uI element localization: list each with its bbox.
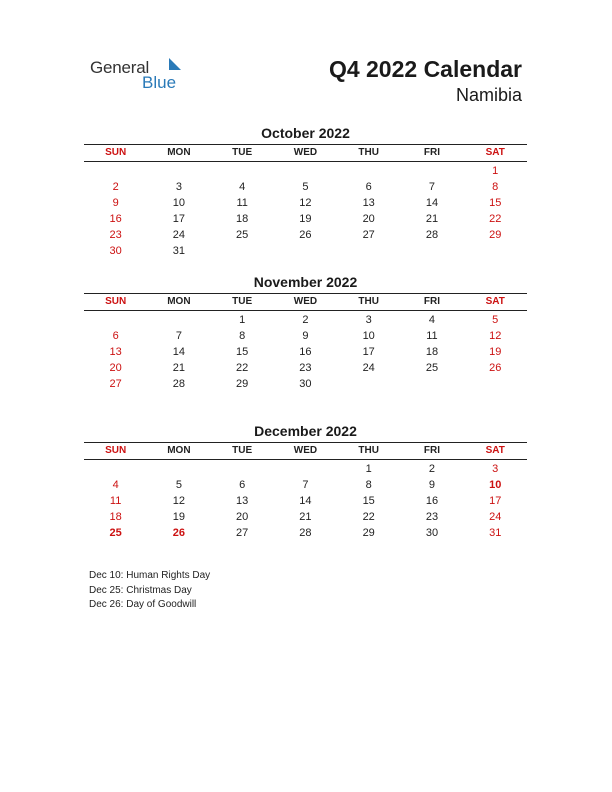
day-cell: 8	[365, 479, 372, 491]
day-cell: 4	[239, 181, 246, 193]
day-cell: 2	[428, 463, 436, 475]
day-cell: 2	[302, 314, 309, 326]
day-cell	[147, 461, 210, 477]
day-cell: 20	[236, 511, 249, 523]
day-cell: 31	[172, 245, 186, 257]
day-cell: 18	[236, 213, 249, 225]
holiday-list	[89, 569, 210, 613]
day-cell: 9	[302, 330, 309, 342]
day-cell: 7	[175, 330, 182, 342]
day-cell: 21	[425, 213, 439, 225]
week-row	[84, 243, 527, 259]
day-cell: 22	[236, 362, 249, 374]
day-cell: 17	[362, 346, 375, 358]
day-cell: 27	[362, 229, 375, 241]
day-cell	[274, 461, 337, 477]
day-cell	[211, 243, 274, 259]
week-row	[84, 461, 527, 477]
weekday-label: TUE	[232, 147, 253, 158]
day-cell	[274, 163, 337, 179]
week-row	[84, 493, 527, 509]
day-cell: 2	[112, 181, 119, 193]
weekday-label: SAT	[485, 147, 505, 158]
page-subtitle: Namibia	[455, 85, 522, 105]
week-row	[84, 163, 527, 179]
day-cell: 14	[425, 197, 439, 209]
day-cell: 3	[365, 314, 372, 326]
holiday-item: Dec 25: Christmas Day	[89, 584, 192, 596]
day-cell: 4	[428, 314, 436, 326]
day-cell: 6	[239, 479, 246, 491]
day-cell: 23	[109, 229, 122, 241]
weekday-label: SUN	[105, 296, 127, 307]
weekday-label: FRI	[423, 147, 441, 158]
weekday-label: TUE	[232, 296, 253, 307]
day-cell: 12	[299, 197, 312, 209]
weekday-header	[84, 293, 527, 311]
day-cell: 16	[299, 346, 312, 358]
day-cell: 3	[492, 463, 499, 475]
weekday-label: THU	[358, 445, 379, 456]
day-cell: 10	[362, 330, 375, 342]
day-cell: 30	[109, 245, 122, 257]
day-cell	[400, 163, 463, 179]
week-row	[84, 195, 527, 211]
day-cell: 6	[365, 181, 372, 193]
weekday-label: SAT	[485, 445, 505, 456]
day-cell: 28	[425, 229, 439, 241]
day-cell: 1	[239, 314, 246, 326]
week-row	[84, 344, 527, 360]
week-row	[84, 179, 527, 195]
day-cell: 13	[362, 197, 375, 209]
week-row	[84, 360, 527, 376]
week-row	[84, 328, 527, 344]
day-cell: 25	[109, 527, 122, 539]
day-cell: 31	[489, 527, 502, 539]
day-cell: 28	[299, 527, 312, 539]
day-cell: 1	[492, 165, 499, 177]
day-cell: 30	[425, 527, 439, 539]
month-title: October 2022	[261, 125, 350, 141]
day-cell: 24	[172, 229, 186, 241]
day-cell: 19	[299, 213, 312, 225]
day-cell	[211, 163, 274, 179]
weekday-label: WED	[293, 445, 318, 456]
logo-general-text: General	[90, 58, 150, 77]
day-cell	[84, 163, 147, 179]
day-cell: 10	[172, 197, 186, 209]
week-row	[84, 376, 527, 392]
weekday-header	[84, 144, 527, 162]
month-block	[84, 273, 527, 392]
day-cell: 5	[175, 479, 182, 491]
day-cell	[400, 376, 463, 392]
day-cell	[464, 243, 527, 259]
day-cell: 18	[425, 346, 439, 358]
week-row	[84, 227, 527, 243]
month-title: November 2022	[253, 274, 358, 290]
logo	[90, 56, 190, 96]
day-cell: 7	[302, 479, 309, 491]
weekday-label: SAT	[485, 296, 505, 307]
day-cell: 25	[425, 362, 439, 374]
weekday-label: FRI	[423, 445, 441, 456]
day-cell: 23	[425, 511, 439, 523]
day-cell	[400, 243, 463, 259]
month-title: December 2022	[254, 423, 357, 439]
day-cell: 13	[109, 346, 122, 358]
day-cell: 26	[489, 362, 502, 374]
day-cell	[337, 243, 400, 259]
week-row	[84, 509, 527, 525]
weekday-label: FRI	[423, 296, 441, 307]
day-cell: 14	[172, 346, 186, 358]
day-cell: 30	[299, 378, 312, 390]
day-cell: 16	[425, 495, 439, 507]
day-cell	[337, 376, 400, 392]
day-cell	[84, 461, 147, 477]
day-cell: 26	[299, 229, 312, 241]
day-cell: 17	[489, 495, 502, 507]
holiday-item: Dec 26: Day of Goodwill	[89, 599, 197, 610]
day-cell: 7	[428, 181, 436, 193]
day-cell: 1	[365, 463, 372, 475]
day-cell: 21	[172, 362, 186, 374]
weekday-header	[84, 442, 527, 460]
holiday-item: Dec 10: Human Rights Day	[89, 570, 211, 581]
day-cell: 24	[362, 362, 375, 374]
day-cell	[147, 312, 210, 328]
day-cell: 15	[236, 346, 249, 358]
day-cell: 8	[239, 330, 246, 342]
day-cell: 29	[489, 229, 502, 241]
day-cell: 13	[236, 495, 249, 507]
day-cell: 22	[362, 511, 375, 523]
day-cell: 29	[236, 378, 249, 390]
weekday-label: MON	[167, 445, 191, 456]
day-cell: 11	[426, 330, 438, 342]
day-cell: 9	[428, 479, 436, 491]
day-cell: 11	[109, 495, 122, 507]
day-cell: 24	[489, 511, 502, 523]
week-row	[84, 525, 527, 541]
day-cell: 6	[112, 330, 119, 342]
day-cell: 20	[362, 213, 375, 225]
day-cell	[147, 163, 210, 179]
logo-blue-text: Blue	[142, 73, 177, 92]
day-cell: 3	[175, 181, 182, 193]
day-cell	[274, 243, 337, 259]
day-cell	[337, 163, 400, 179]
day-cell	[211, 461, 274, 477]
month-block	[84, 124, 527, 259]
day-cell: 21	[299, 511, 312, 523]
day-cell: 15	[489, 197, 502, 209]
weekday-label: TUE	[232, 445, 253, 456]
day-cell: 16	[109, 213, 122, 225]
day-cell	[464, 376, 527, 392]
day-cell: 19	[172, 511, 186, 523]
week-row	[84, 211, 527, 227]
month-block	[84, 422, 527, 541]
logo-flag-icon	[169, 58, 181, 72]
weekday-label: SUN	[105, 445, 127, 456]
day-cell: 25	[236, 229, 249, 241]
day-cell	[84, 312, 147, 328]
weekday-label: WED	[293, 296, 318, 307]
weekday-label: MON	[167, 296, 191, 307]
day-cell: 27	[109, 378, 122, 390]
page-title: Q4 2022 Calendar	[328, 56, 522, 82]
weekday-label: THU	[358, 296, 379, 307]
day-cell: 28	[172, 378, 186, 390]
weekday-label: MON	[167, 147, 191, 158]
day-cell: 11	[236, 197, 248, 209]
day-cell: 9	[112, 197, 119, 209]
day-cell: 20	[109, 362, 122, 374]
day-cell: 12	[172, 495, 186, 507]
day-cell: 22	[489, 213, 502, 225]
day-cell: 12	[489, 330, 502, 342]
weekday-label: THU	[358, 147, 379, 158]
weekday-label: WED	[293, 147, 318, 158]
week-row	[84, 312, 527, 328]
day-cell: 17	[172, 213, 186, 225]
weekday-label: SUN	[105, 147, 127, 158]
day-cell: 29	[362, 527, 375, 539]
day-cell: 15	[362, 495, 375, 507]
day-cell: 5	[492, 314, 499, 326]
day-cell: 18	[109, 511, 122, 523]
day-cell: 26	[172, 527, 186, 539]
day-cell: 19	[489, 346, 502, 358]
day-cell: 10	[489, 479, 502, 491]
day-cell: 8	[492, 181, 499, 193]
day-cell: 14	[299, 495, 312, 507]
day-cell: 4	[112, 479, 119, 491]
day-cell: 5	[302, 181, 309, 193]
week-row	[84, 477, 527, 493]
day-cell: 23	[299, 362, 312, 374]
day-cell: 27	[236, 527, 249, 539]
